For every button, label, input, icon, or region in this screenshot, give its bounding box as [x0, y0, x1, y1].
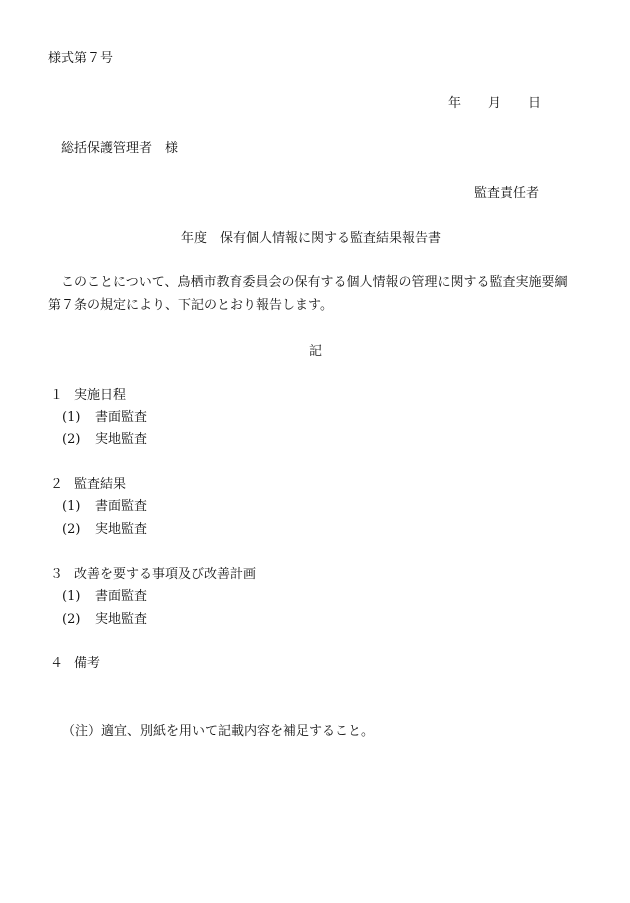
date-month: 月	[488, 96, 502, 111]
section-1-number: １	[50, 388, 64, 403]
date-day: 日	[528, 96, 542, 111]
section-2-item-1-mark: (1)	[62, 499, 81, 514]
addressee: 総括保護管理者 様	[61, 141, 179, 156]
section-3-item-2-label: 実地監査	[95, 612, 148, 627]
ki-heading: 記	[309, 344, 323, 359]
form-number: 様式第７号	[48, 51, 114, 66]
section-1-item-1-label: 書面監査	[95, 410, 148, 425]
footnote: （注）適宜、別紙を用いて記載内容を補足すること。	[62, 724, 375, 739]
section-3-item-1-mark: (1)	[62, 589, 81, 604]
section-1-item-1-mark: (1)	[62, 410, 81, 425]
section-3-item-1-label: 書面監査	[95, 589, 148, 604]
section-4-number: ４	[50, 656, 64, 671]
page-title: 年度 保有個人情報に関する監査結果報告書	[181, 231, 442, 246]
section-2-item-1-label: 書面監査	[95, 499, 148, 514]
section-3-title: 改善を要する事項及び改善計画	[74, 567, 257, 582]
responsible-person: 監査責任者	[474, 186, 540, 201]
section-1-item-2-mark: (2)	[62, 432, 81, 447]
section-2-title: 監査結果	[74, 477, 127, 492]
section-2-item-2-mark: (2)	[62, 522, 81, 537]
section-1-title: 実施日程	[74, 388, 127, 403]
body-line-2: 第７条の規定により、下記のとおり報告します。	[48, 298, 333, 313]
section-4-title: 備考	[74, 656, 101, 671]
date-year: 年	[448, 96, 462, 111]
section-3-number: ３	[50, 567, 64, 582]
section-3-item-2-mark: (2)	[62, 612, 81, 627]
body-line-1: このことについて、鳥栖市教育委員会の保有する個人情報の管理に関する監査実施要綱	[61, 275, 568, 290]
section-1-item-2-label: 実地監査	[95, 432, 148, 447]
section-2-item-2-label: 実地監査	[95, 522, 148, 537]
section-2-number: ２	[50, 477, 64, 492]
